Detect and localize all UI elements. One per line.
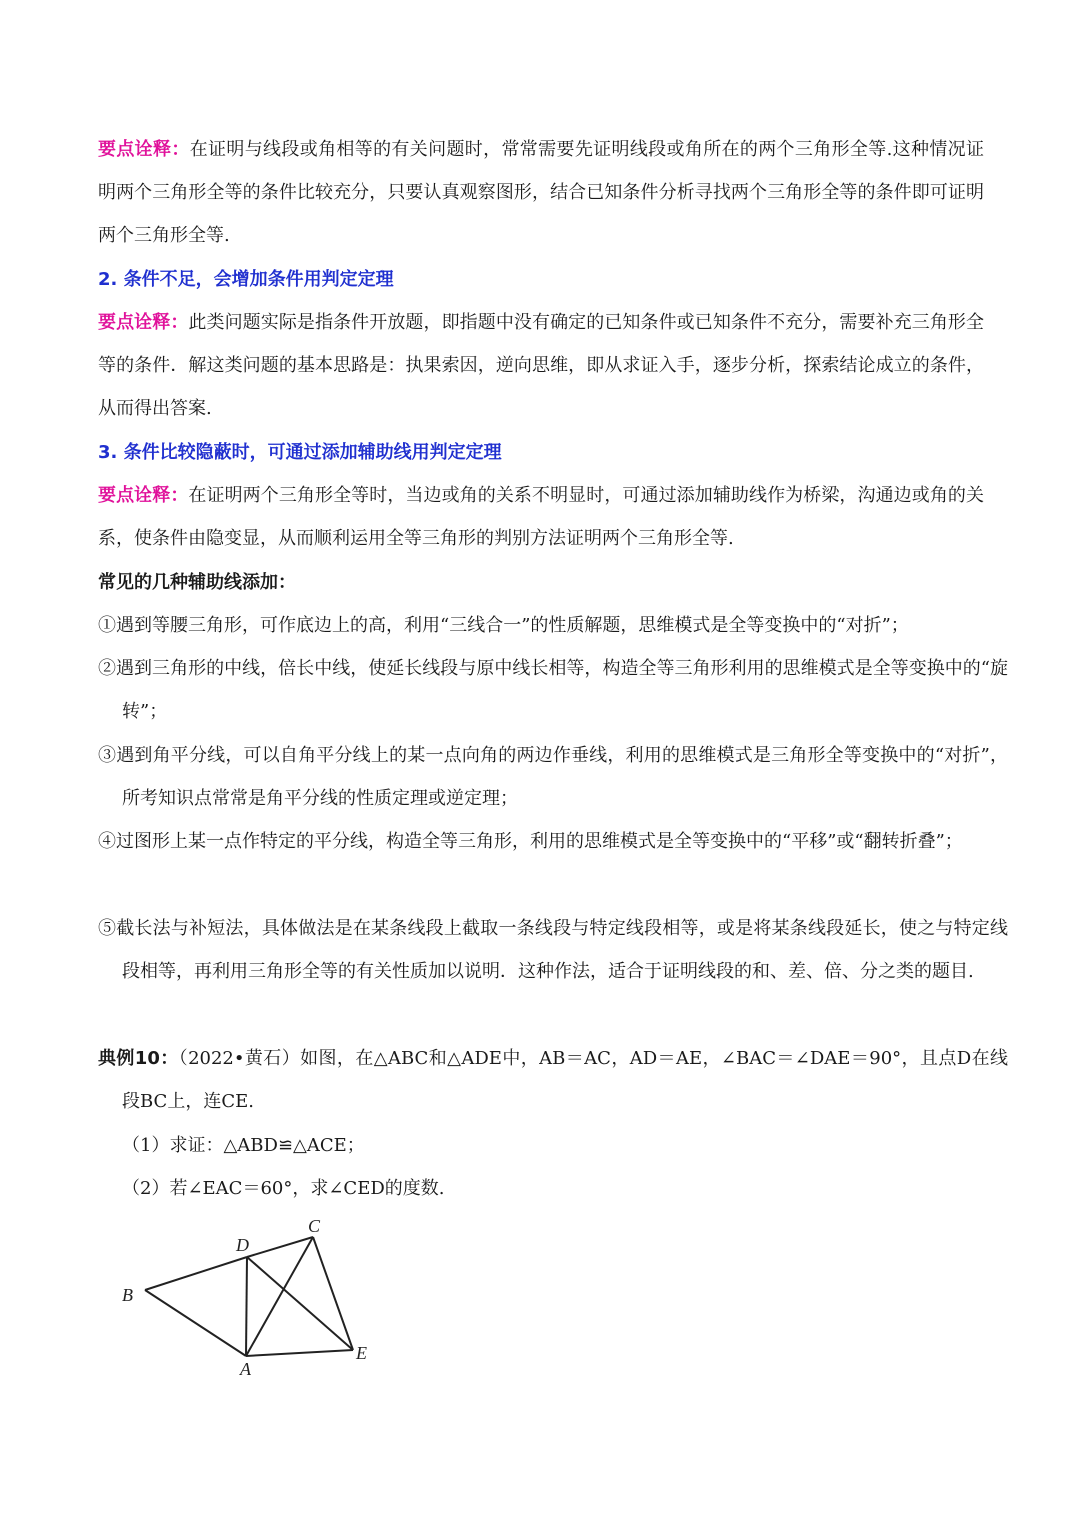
- aux-heading-text: 常见的几种辅助线添加：: [98, 572, 296, 593]
- label-d: D: [236, 1235, 249, 1255]
- note-text: 在证明两个三角形全等时，当边或角的关系不明显时，可通过添加辅助线作为桥梁，沟通边或角的关系，使条件由隐变显，从而顺利运用全等三角形的判别方法证明两个三角形全等.: [98, 485, 985, 549]
- heading-text: 2. 条件不足，会增加条件用判定定理: [98, 269, 394, 290]
- question-1: （1）求证：△ABD≌△ACE；: [122, 1135, 365, 1156]
- section-heading-3: [98, 431, 984, 474]
- note-paragraph-2: [98, 301, 984, 430]
- note-paragraph-3: [98, 474, 984, 560]
- note-label: 要点诠释：: [98, 312, 189, 333]
- heading-text: 3. 条件比较隐蔽时，可通过添加辅助线用判定定理: [98, 442, 502, 463]
- geometry-figure: [110, 1210, 410, 1380]
- example-label: 典例10：: [98, 1048, 179, 1069]
- label-c: C: [308, 1216, 321, 1236]
- question-2: （2）若∠EAC＝60°，求∠CED的度数.: [122, 1178, 445, 1199]
- note-text: 在证明与线段或角相等的有关问题时，常常需要先证明线段或角所在的两个三角形全等.这种情况证明两个三角形全等的条件比较充分，只要认真观察图形，结合已知条件分析寻找两个三角形全等的条件即可证明两个三角形全等.: [98, 139, 985, 246]
- segment-ae: [246, 1350, 353, 1356]
- example-text: （2022•黄石）如图，在△ABC和△ADE中，AB＝AC，AD＝AE，∠BAC＝∠DAE＝90°，且点D在线段BC上，连CE.: [122, 1048, 1008, 1112]
- segment-ad: [246, 1257, 247, 1356]
- label-a: A: [240, 1359, 251, 1379]
- aux-item-1: ①遇到等腰三角形，可作底边上的高，利用“三线合一”的性质解题，思维模式是全等变换中的“对折”；: [98, 615, 909, 636]
- aux-item-2: ②遇到三角形的中线，倍长中线，使延长线段与原中线长相等，构造全等三角形利用的思维模式是全等变换中的“旋转”；: [98, 658, 1008, 722]
- segment-bd: [145, 1257, 247, 1290]
- segment-ba: [145, 1290, 246, 1356]
- aux-item-3: ③遇到角平分线，可以自角平分线上的某一点向角的两边作垂线，利用的思维模式是三角形全等变换中的“对折”，所考知识点常常是角平分线的性质定理或逆定理；: [98, 745, 1008, 809]
- section-heading-2: [98, 258, 984, 301]
- label-e: E: [356, 1343, 367, 1363]
- note-paragraph-1: [98, 128, 984, 257]
- note-text: 此类问题实际是指条件开放题，即指题中没有确定的已知条件或已知条件不充分，需要补充三角形全等的条件．解这类问题的基本思路是：执果索因，逆向思维，即从求证入手，逐步分析，探索结论成立的条件，从而得出答案.: [98, 312, 985, 419]
- aux-item-4: ④过图形上某一点作特定的平分线，构造全等三角形，利用的思维模式是全等变换中的“平移”或“翻转折叠”；: [98, 831, 963, 852]
- example-paragraph: [98, 1037, 1008, 1123]
- aux-item-5: ⑤截长法与补短法，具体做法是在某条线段上截取一条线段与特定线段相等，或是将某条线段延长，使之与特定线段相等，再利用三角形全等的有关性质加以说明．这种作法，适合于证明线段的和、差、倍、分之类的题目.: [98, 918, 1008, 982]
- note-label: 要点诠释：: [98, 485, 189, 506]
- aux-heading: [98, 561, 984, 604]
- note-label: 要点诠释：: [98, 139, 190, 160]
- label-b: B: [122, 1285, 133, 1305]
